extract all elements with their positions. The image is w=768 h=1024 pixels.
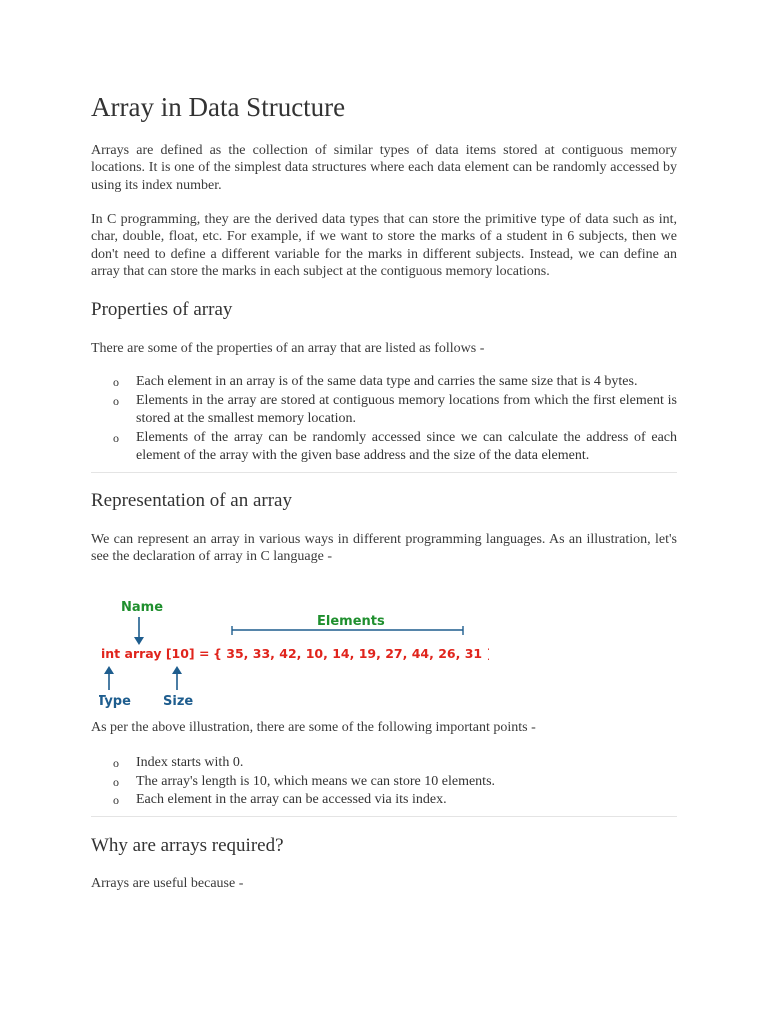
list-item-text: Elements of the array can be randomly accessed since we can calculate the address of each element of the array with the given base address and the size of the data element. — [136, 429, 677, 463]
list-item — [91, 754, 677, 773]
list-item-text: Each element in the array can be accessed via its index. — [136, 792, 447, 807]
representation-lead: We can represent an array in various ways in different programming languages. As an illustration, let's see the declaration of array in C language - — [91, 532, 677, 565]
why-lead: Arrays are useful because - — [91, 876, 244, 891]
array-declaration-diagram — [99, 592, 489, 712]
page-title: Array in Data Structure — [91, 92, 346, 122]
properties-heading: Properties of array — [91, 299, 233, 320]
bullet-marker: o — [113, 430, 119, 445]
type-label: Type — [99, 694, 131, 709]
name-arrow-head — [134, 637, 144, 645]
list-item — [91, 773, 677, 792]
properties-lead: There are some of the properties of an array that are listed as follows - — [91, 341, 485, 356]
illustration-points-list — [91, 754, 677, 810]
list-item-text: Each element in an array is of the same data type and carries the same size that is 4 bytes. — [136, 374, 638, 389]
list-item-text: The array's length is 10, which means we can store 10 elements. — [136, 773, 496, 789]
size-label: Size — [163, 694, 194, 709]
name-label: Name — [121, 600, 164, 615]
list-item — [91, 373, 677, 392]
why-heading: Why are arrays required? — [91, 835, 284, 856]
intro-paragraph-1: Arrays are defined as the collection of similar types of data items stored at contiguous memory locations. It is one of the simplest data structures where each data element can be randomly accessed by using its index number. — [91, 143, 677, 193]
bullet-marker: o — [113, 393, 119, 408]
array-values-code: { 35, 33, 42, 10, 14, 19, 27, 44, 26, 31 } — [213, 646, 489, 661]
representation-heading: Representation of an array — [91, 490, 292, 511]
section-divider — [91, 472, 677, 473]
bullet-marker: o — [113, 774, 119, 789]
list-item-text: Index starts with 0. — [136, 755, 244, 770]
properties-list — [91, 373, 677, 466]
bullet-marker: o — [113, 756, 119, 770]
elements-label: Elements — [317, 614, 385, 629]
list-item — [91, 429, 677, 466]
array-declaration-figure — [99, 592, 489, 712]
list-item — [91, 392, 677, 429]
array-declaration-code: int array [10] = — [101, 646, 210, 661]
bullet-marker: o — [113, 375, 119, 389]
illustration-points-lead: As per the above illustration, there are some of the following important points - — [91, 720, 536, 735]
bullet-marker: o — [113, 793, 119, 807]
intro-paragraph-2: In C programming, they are the derived data types that can store the primitive type of data such as int, char, double, float, etc. For example, if we want to store the marks of a student in 6 subjects, then we don't need to define a different variable for the marks in different subjects. Instead, we can define an array that can store the marks in each subject at the contiguous memory locations. — [91, 212, 677, 279]
list-item — [91, 791, 677, 810]
list-item-text: Elements in the array are stored at contiguous memory locations from which the first element is stored at the smallest memory location. — [136, 392, 677, 426]
section-divider — [91, 816, 677, 817]
